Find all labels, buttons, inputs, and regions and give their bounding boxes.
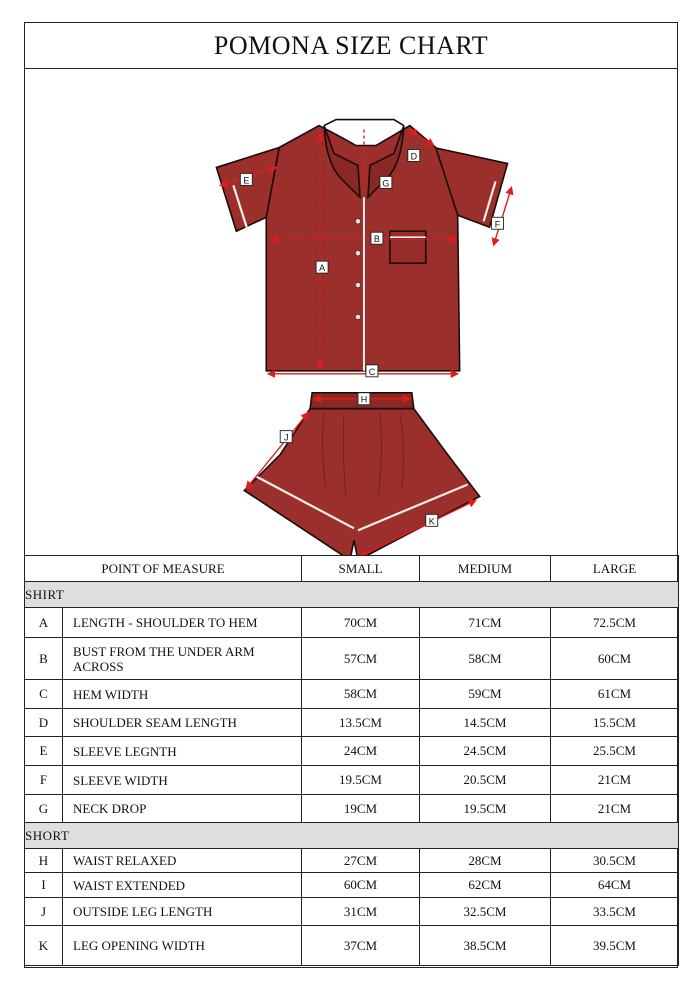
marker-h (358, 393, 370, 405)
cell-large: 60CM (551, 638, 679, 680)
cell-large: 21CM (551, 766, 679, 795)
cell-medium: 14.5CM (420, 709, 551, 737)
table-row (25, 795, 679, 823)
row-letter: G (25, 795, 63, 823)
row-letter: F (25, 766, 63, 795)
cell-medium: 24.5CM (420, 737, 551, 766)
cell-medium: 71CM (420, 608, 551, 638)
table-row (25, 849, 679, 873)
header-medium: MEDIUM (420, 556, 551, 582)
svg-text:F: F (494, 219, 501, 230)
cell-small: 70CM (302, 608, 420, 638)
section-title: SHORT (25, 823, 679, 849)
marker-k (426, 514, 438, 526)
cell-medium: 62CM (420, 873, 551, 898)
row-label: HEM WIDTH (63, 680, 302, 709)
svg-text:B: B (373, 234, 380, 245)
cell-small: 58CM (302, 680, 420, 709)
table-row (25, 873, 679, 898)
svg-text:E: E (243, 175, 250, 186)
cell-large: 25.5CM (551, 737, 679, 766)
cell-small: 57CM (302, 638, 420, 680)
cell-medium: 58CM (420, 638, 551, 680)
marker-e (240, 173, 252, 185)
row-letter: I (25, 873, 63, 898)
row-label: OUTSIDE LEG LENGTH (63, 898, 302, 926)
section-row-short (25, 823, 679, 849)
marker-b (371, 232, 383, 244)
cell-medium: 20.5CM (420, 766, 551, 795)
marker-c (366, 365, 378, 377)
table-row (25, 766, 679, 795)
marker-d (408, 149, 420, 161)
size-chart-frame (24, 22, 678, 968)
row-label: SLEEVE LEGNTH (63, 737, 302, 766)
cell-medium: 19.5CM (420, 795, 551, 823)
table-row (25, 680, 679, 709)
marker-j (280, 431, 292, 443)
cell-small: 37CM (302, 926, 420, 966)
section-title: SHIRT (25, 582, 679, 608)
cell-small: 19CM (302, 795, 420, 823)
row-letter: C (25, 680, 63, 709)
cell-large: 21CM (551, 795, 679, 823)
marker-g (380, 176, 392, 188)
svg-text:G: G (382, 178, 390, 189)
header-point-of-measure: POINT OF MEASURE (25, 556, 302, 582)
row-label: NECK DROP (63, 795, 302, 823)
row-label: LEG OPENING WIDTH (63, 926, 302, 966)
table-row (25, 608, 679, 638)
header-small: SMALL (302, 556, 420, 582)
cell-large: 72.5CM (551, 608, 679, 638)
row-label: SHOULDER SEAM LENGTH (63, 709, 302, 737)
shorts-drawing (244, 393, 479, 555)
cell-large: 15.5CM (551, 709, 679, 737)
cell-large: 30.5CM (551, 849, 679, 873)
row-label: LENGTH - SHOULDER TO HEM (63, 608, 302, 638)
row-letter: J (25, 898, 63, 926)
row-letter: E (25, 737, 63, 766)
svg-text:D: D (410, 151, 418, 162)
cell-small: 19.5CM (302, 766, 420, 795)
table-row (25, 709, 679, 737)
table-row (25, 926, 679, 966)
size-table (24, 555, 679, 966)
cell-small: 31CM (302, 898, 420, 926)
row-label: WAIST EXTENDED (63, 873, 302, 898)
svg-text:C: C (368, 366, 376, 377)
marker-f (492, 217, 504, 229)
row-label: BUST FROM THE UNDER ARM ACROSS (63, 638, 302, 680)
header-large: LARGE (551, 556, 679, 582)
svg-text:H: H (360, 394, 368, 405)
row-label: SLEEVE WIDTH (63, 766, 302, 795)
row-letter: B (25, 638, 63, 680)
row-label: WAIST RELAXED (63, 849, 302, 873)
table-header-row (25, 556, 679, 582)
shirt-pocket (390, 231, 426, 263)
cell-large: 61CM (551, 680, 679, 709)
cell-large: 39.5CM (551, 926, 679, 966)
svg-text:A: A (319, 263, 326, 274)
cell-medium: 59CM (420, 680, 551, 709)
row-letter: H (25, 849, 63, 873)
cell-small: 27CM (302, 849, 420, 873)
row-letter: A (25, 608, 63, 638)
shorts-body (244, 409, 479, 555)
cell-medium: 28CM (420, 849, 551, 873)
garment-illustration (25, 69, 677, 555)
row-letter: D (25, 709, 63, 737)
section-row-shirt (25, 582, 679, 608)
svg-text:K: K (428, 516, 435, 527)
cell-large: 64CM (551, 873, 679, 898)
cell-small: 60CM (302, 873, 420, 898)
cell-large: 33.5CM (551, 898, 679, 926)
cell-small: 24CM (302, 737, 420, 766)
cell-medium: 38.5CM (420, 926, 551, 966)
page-title: POMONA SIZE CHART (25, 23, 677, 69)
cell-small: 13.5CM (302, 709, 420, 737)
table-row (25, 737, 679, 766)
table-row (25, 898, 679, 926)
shirt-drawing (216, 120, 507, 371)
cell-medium: 32.5CM (420, 898, 551, 926)
table-row (25, 638, 679, 680)
marker-a (316, 261, 328, 273)
row-letter: K (25, 926, 63, 966)
svg-text:J: J (283, 432, 289, 443)
